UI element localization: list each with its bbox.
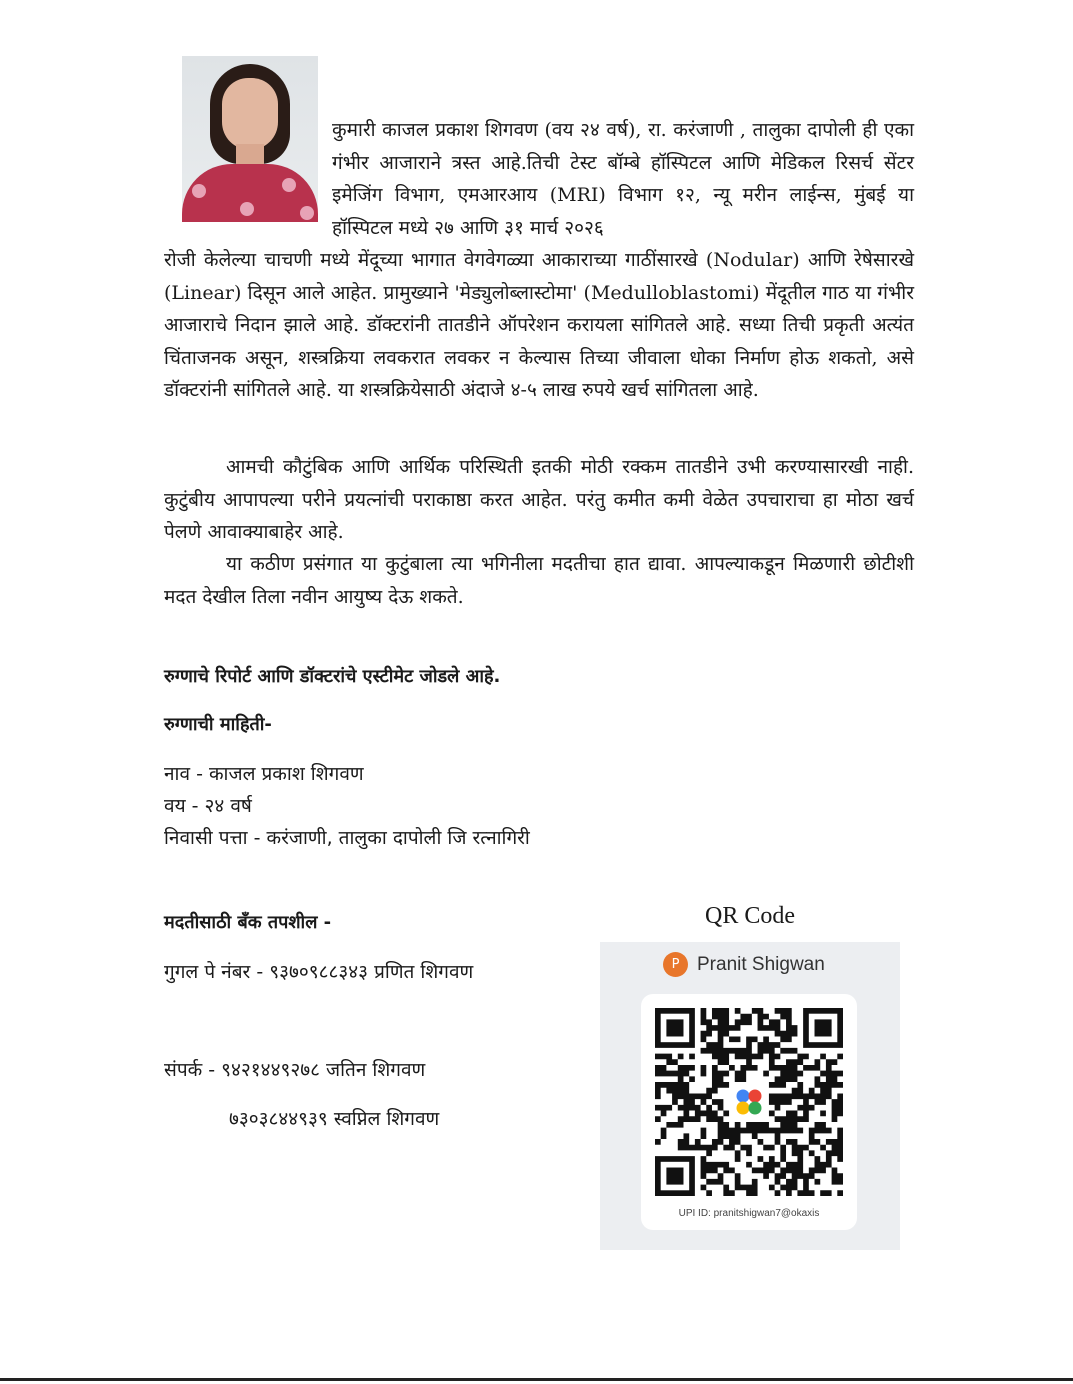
report-note: रुग्णाचे रिपोर्ट आणि डॉक्टरांचे एस्टीमेट जोडले आहे. xyxy=(164,666,501,687)
contact-primary: संपर्क - ९४२१४४९२७८ जतिन शिगवण xyxy=(164,1059,426,1081)
family-situation-paragraph: आमची कौटुंबिक आणि आर्थिक परिस्थिती इतकी मोठी रक्कम तातडीने उभी करण्यासारखी नाही. कुटुंबीय आपापल्या परीने प्रयत्नांची पराकाष्ठा करत आहेत. परंतु कमीत कमी वेळेत उपचाराचा हा मोठा खर्च पेलणे आवाक्याबाहेर आहे. xyxy=(164,456,914,543)
payee-name: Pranit Shigwan xyxy=(697,954,825,975)
qr-code-panel xyxy=(641,994,857,1230)
page-bottom-rule xyxy=(0,1378,1073,1381)
patient-age: वय - २४ वर्ष xyxy=(164,795,252,817)
gpay-logo-icon xyxy=(732,1085,766,1119)
patient-address: निवासी पत्ता - करंजाणी, तालुका दापोली जि रत्नागिरी xyxy=(164,827,530,849)
upi-id: UPI ID: pranitshigwan7@okaxis xyxy=(678,1208,820,1219)
qr-code-image xyxy=(655,1008,843,1196)
intro-paragraph-first: कुमारी काजल प्रकाश शिगवण (वय २४ वर्ष), रा. करंजाणी , तालुका दापोली ही एका गंभीर आजाराने त्रस्त आहे.तिची टेस्ट बॉम्बे हॉस्पिटल आणि मेडिकल रिसर्च सेंटर इमेजिंग विभाग, एमआरआय (MRI) विभाग १२, न्यू मरीन लाईन्स, मुंबई या हॉस्पिटल मध्ये २७ आणि ३१ मार्च २०२६ xyxy=(332,119,914,239)
gpay-number: गुगल पे नंबर - ९३७०९८८३४३ प्रणित शिगवण xyxy=(164,961,474,983)
appeal-paragraph: या कठीण प्रसंगात या कुटुंबाला त्या भगिनीला मदतीचा हात द्यावा. आपल्याकडून मिळणारी छोटीशी मदत देखील तिला नवीन आयुष्य देऊ शकते. xyxy=(164,553,914,608)
patient-photo xyxy=(182,56,318,222)
bank-details-heading: मदतीसाठी बँक तपशील - xyxy=(164,912,332,933)
patient-info-heading: रुग्णाची माहिती- xyxy=(164,714,272,735)
qr-payment-card xyxy=(600,942,900,1250)
intro-paragraph-continued: रोजी केलेल्या चाचणी मध्ये मेंदूच्या भागात वेगवेगळ्या आकाराच्या गाठींसारखे (Nodular) आणि रेषेसारखे (Linear) दिसून आले आहेत. प्रामुख्याने 'मेड्युलोब्लास्टोमा' (Medulloblastomi) मेंदूतील गाठ या गंभीर आजाराचे निदान झाले आहे. डॉक्टरांनी तातडीने ऑपरेशन करायला सांगितले आहे. सध्या तिची प्रकृती अत्यंत चिंताजनक असून, शस्त्रक्रिया लवकरात लवकर न केल्यास तिच्या जीवाला धोका निर्माण होऊ शकतो, असे डॉक्टरांनी सांगितले आहे. या शस्त्रक्रियेसाठी अंदाजे ४-५ लाख रुपये खर्च सांगितला आहे. xyxy=(164,249,914,401)
patient-name: नाव - काजल प्रकाश शिगवण xyxy=(164,763,364,785)
contact-secondary: ७३०३८४४९३९ स्वप्निल शिगवण xyxy=(229,1108,440,1130)
qr-code-title: QR Code xyxy=(705,903,795,929)
payee-avatar: P xyxy=(663,952,688,977)
